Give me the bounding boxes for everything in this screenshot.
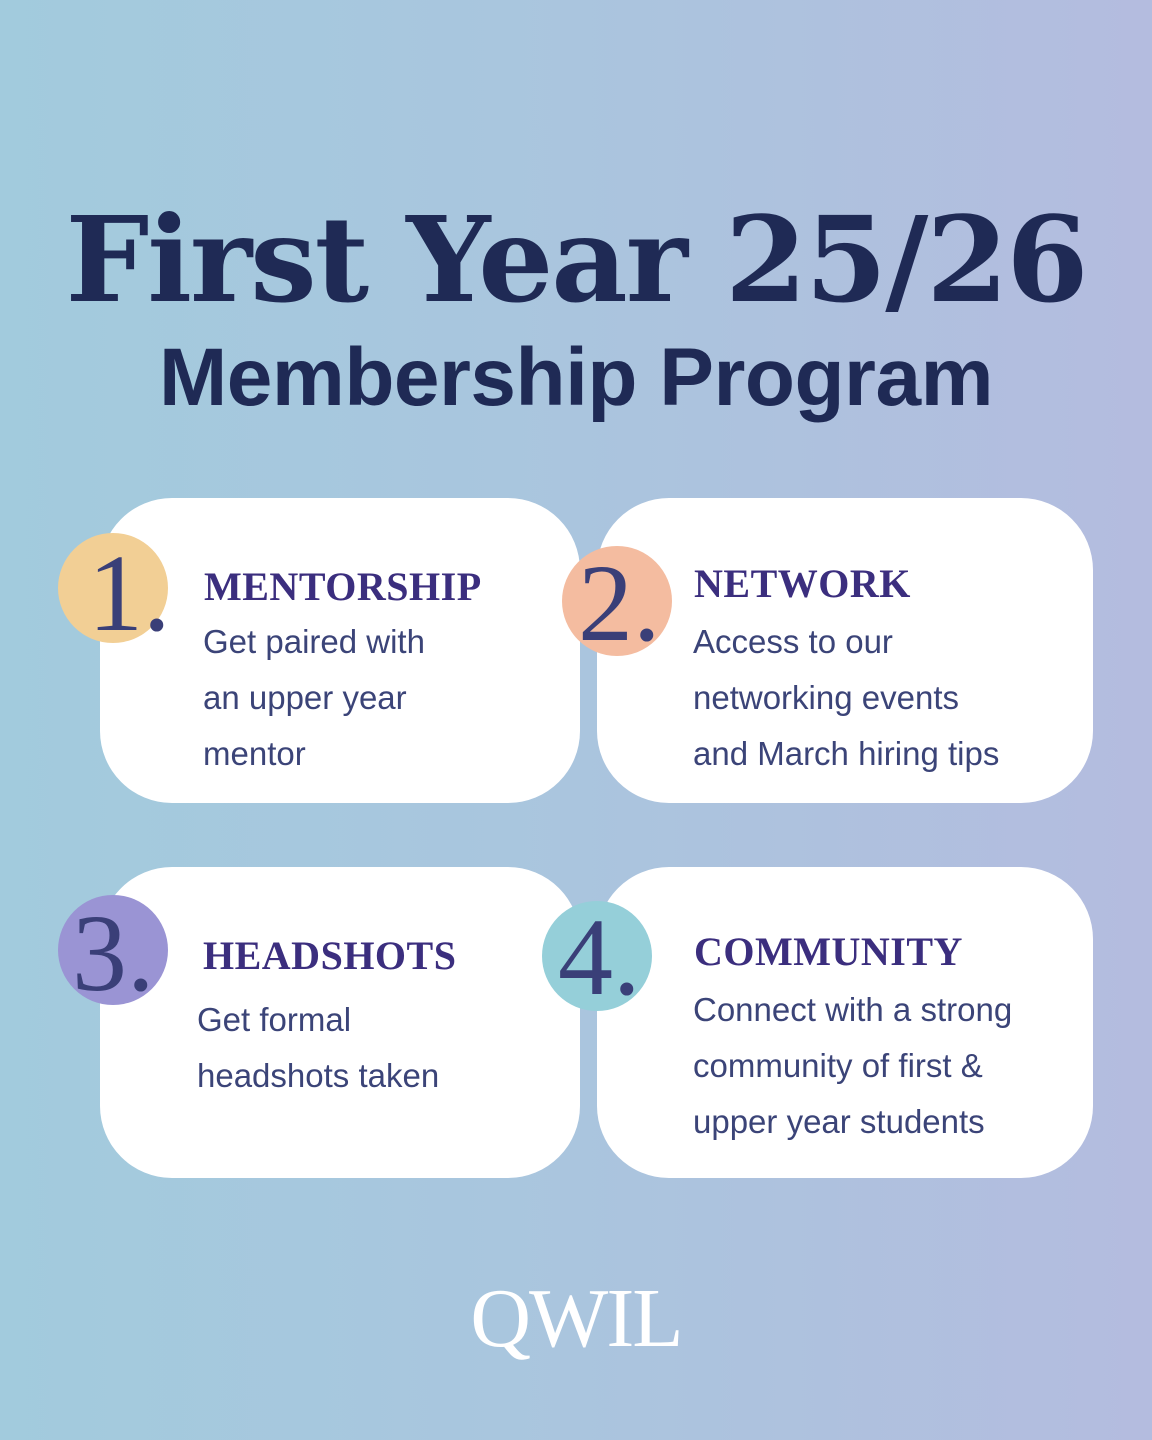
- number-3: 3.: [72, 892, 155, 1014]
- description-line: an upper year: [203, 679, 407, 716]
- qwil-logo: QWIL: [470, 1272, 682, 1365]
- description-line: Access to our: [693, 623, 893, 660]
- description-line: upper year students: [693, 1103, 985, 1140]
- number-4: 4.: [558, 896, 641, 1018]
- description-community: [693, 982, 1012, 1150]
- description-line: Get paired with: [203, 623, 425, 660]
- description-line: networking events: [693, 679, 959, 716]
- description-line: and March hiring tips: [693, 735, 1000, 772]
- description-line: Get formal: [197, 1001, 352, 1038]
- description-mentorship: [203, 614, 425, 782]
- description-line: community of first &: [693, 1047, 983, 1084]
- number-1: 1.: [88, 532, 171, 654]
- description-line: headshots taken: [197, 1057, 440, 1094]
- description-headshots: [197, 992, 439, 1104]
- heading-headshots: HEADSHOTS: [203, 933, 457, 978]
- page-subtitle: Membership Program: [159, 332, 993, 423]
- number-2: 2.: [578, 542, 661, 664]
- description-line: Connect with a strong: [693, 991, 1013, 1028]
- description-line: mentor: [203, 735, 306, 772]
- description-network: [693, 614, 999, 782]
- heading-network: NETWORK: [694, 561, 911, 606]
- page-title: First Year 25/26: [65, 190, 1087, 329]
- heading-mentorship: MENTORSHIP: [204, 564, 482, 609]
- heading-community: COMMUNITY: [694, 929, 963, 974]
